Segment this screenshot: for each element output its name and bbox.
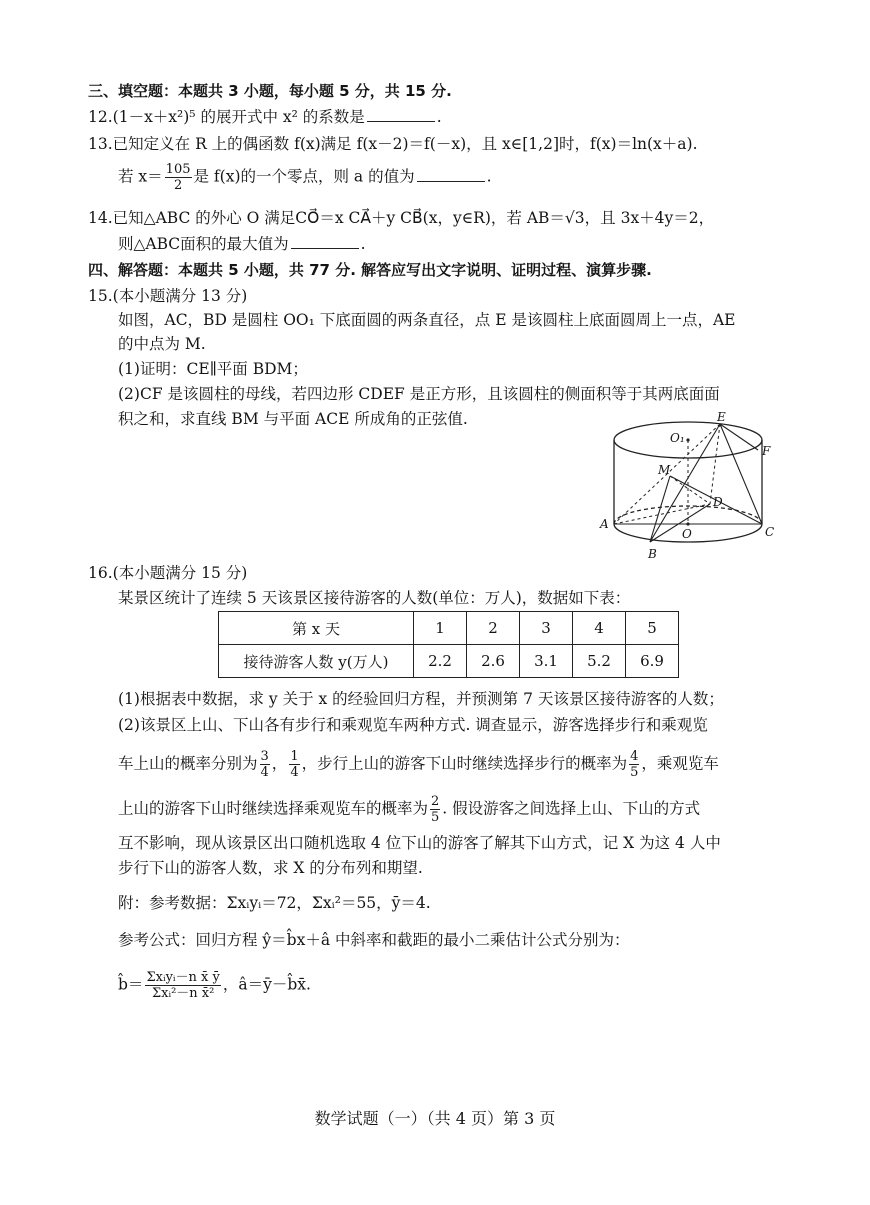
section-4-heading: 四、解答题：本题共 5 小题，共 77 分. 解答应写出文字说明、证明过程、演算步骤. xyxy=(88,261,652,279)
figure-label: M xyxy=(658,463,671,477)
fraction: $\frac{105}{2}$ xyxy=(165,162,191,193)
fraction: $\frac{1}{4}$ xyxy=(290,749,299,780)
question-16-line: 车上山的概率分别为 $\frac{3}{4}$ ， $\frac{1}{4}$ ，步行上山的游客下山时继续选择步行的概率为 $\frac{4}{5}$ ，乘观览车 xyxy=(118,749,719,780)
table-cell: 2 xyxy=(467,612,520,645)
figure-label: F xyxy=(762,444,771,458)
figure-label: B xyxy=(648,547,657,561)
question-15-text: 如图，AC，BD 是圆柱 OO₁ 下底面圆的两条直径，点 E 是该圆柱上底面圆周上一点，AE xyxy=(118,311,736,329)
question-13-line-2: 若 x＝ $\frac{105}{2}$ 是 f(x)的一个零点，则 a 的值为 . xyxy=(118,162,492,193)
visitor-table xyxy=(218,611,679,678)
regression-formula: b̂＝ $\frac{\text{Σxᵢyᵢ－n x̄ ȳ}}{\text{Σxᵢ²－n x̄²}}$ ，â＝ȳ－b̂x̄. xyxy=(118,970,311,1001)
question-16-header xyxy=(88,562,247,584)
question-number: 14. xyxy=(88,209,113,227)
question-text: 已知△ABC 的外心 O 满足CO⃗＝x CA⃗＋y CB⃗(x，y∈R)，若 AB＝√3，且 3x＋4y＝2， xyxy=(112,209,715,227)
table-cell: 5.2 xyxy=(573,645,626,678)
question-16-line: 步行下山的游客人数，求 X 的分布列和期望. xyxy=(118,859,423,877)
question-text: 已知定义在 R 上的偶函数 f(x)满足 f(x－2)＝f(－x)，且 x∈[1,2]时，f(x)＝ln(x＋a). xyxy=(112,135,698,153)
page-footer: 数学试题（一）（共 4 页）第 3 页 xyxy=(314,1109,556,1128)
question-15-header xyxy=(88,285,247,307)
table-row xyxy=(219,612,679,645)
question-16-intro: 某景区统计了连续 5 天该景区接待游客的人数(单位：万人)，数据如下表： xyxy=(118,589,631,607)
fraction: $\frac{2}{5}$ xyxy=(431,794,440,825)
question-number: 13. xyxy=(88,135,113,153)
question-number: 16. xyxy=(88,564,113,582)
table-cell: 1 xyxy=(414,612,467,645)
table-row xyxy=(219,645,679,678)
question-14-line-2: 则△ABC面积的最大值为 . xyxy=(118,235,366,253)
score-note: (本小题满分 15 分) xyxy=(112,564,248,582)
fraction: $\frac{\text{Σxᵢyᵢ－n x̄ ȳ}}{\text{Σxᵢ²－n x̄²}}$ xyxy=(146,970,220,1001)
fraction: $\frac{4}{5}$ xyxy=(630,749,639,780)
question-16-line: 上山的游客下山时继续选择乘观览车的概率为 $\frac{2}{5}$ . 假设游客之间选择上山、下山的方式 xyxy=(118,794,701,825)
fraction: $\frac{3}{4}$ xyxy=(260,749,269,780)
table-cell: 4 xyxy=(573,612,626,645)
question-16-part-2: (2)该景区上山、下山各有步行和乘观览车两种方式. 调查显示，游客选择步行和乘观览 xyxy=(118,716,708,734)
question-number: 12. xyxy=(88,108,113,126)
table-header-cell: 接待游客人数 y(万人) xyxy=(219,645,414,678)
question-text: (1－x＋x²)⁵ 的展开式中 x² 的系数是 xyxy=(112,108,365,126)
figure-label: A xyxy=(600,517,609,531)
figure-label: E xyxy=(717,412,726,424)
question-13 xyxy=(88,133,698,155)
reference-data: 附：参考数据：Σxᵢyᵢ＝72，Σxᵢ²＝55，ȳ＝4. xyxy=(118,894,431,912)
table-cell: 2.2 xyxy=(414,645,467,678)
answer-blank[interactable] xyxy=(417,167,485,182)
table-cell: 3.1 xyxy=(520,645,573,678)
reference-formula: 参考公式：回归方程 ŷ＝b̂x＋â 中斜率和截距的最小二乘估计公式分别为： xyxy=(118,931,630,949)
answer-blank[interactable] xyxy=(291,234,359,249)
figure-label: C xyxy=(765,525,775,539)
question-15-text: 的中点为 M. xyxy=(118,335,206,353)
question-15-part-2: 积之和，求直线 BM 与平面 ACE 所成角的正弦值. xyxy=(118,410,468,428)
question-12: 12.(1－x＋x²)⁵ 的展开式中 x² 的系数是 . xyxy=(88,108,442,126)
figure-label: D xyxy=(713,495,723,509)
score-note: (本小题满分 13 分) xyxy=(112,287,248,305)
table-cell: 2.6 xyxy=(467,645,520,678)
question-16-part-1: (1)根据表中数据，求 y 关于 x 的经验回归方程，并预测第 7 天该景区接待游客的人数； xyxy=(118,690,724,708)
figure-label: O xyxy=(682,527,692,541)
cylinder-figure xyxy=(592,412,782,566)
figure-label: O₁ xyxy=(670,431,685,445)
question-15-part-2: (2)CF 是该圆柱的母线，若四边形 CDEF 是正方形，且该圆柱的侧面积等于其两底面面 xyxy=(118,385,720,403)
question-16-line: 互不影响，现从该景区出口随机选取 4 位下山的游客了解其下山方式，记 X 为这 4 人中 xyxy=(118,834,721,852)
section-3-heading: 三、填空题：本题共 3 小题，每小题 5 分，共 15 分. xyxy=(88,82,452,100)
table-cell: 5 xyxy=(626,612,679,645)
answer-blank[interactable] xyxy=(367,107,435,122)
question-15-part-1: (1)证明：CE∥平面 BDM； xyxy=(118,360,308,378)
cylinder-diagram xyxy=(592,412,782,562)
table-header-cell: 第 x 天 xyxy=(219,612,414,645)
table-cell: 3 xyxy=(520,612,573,645)
table-cell: 6.9 xyxy=(626,645,679,678)
question-14 xyxy=(88,207,714,229)
question-number: 15. xyxy=(88,287,113,305)
